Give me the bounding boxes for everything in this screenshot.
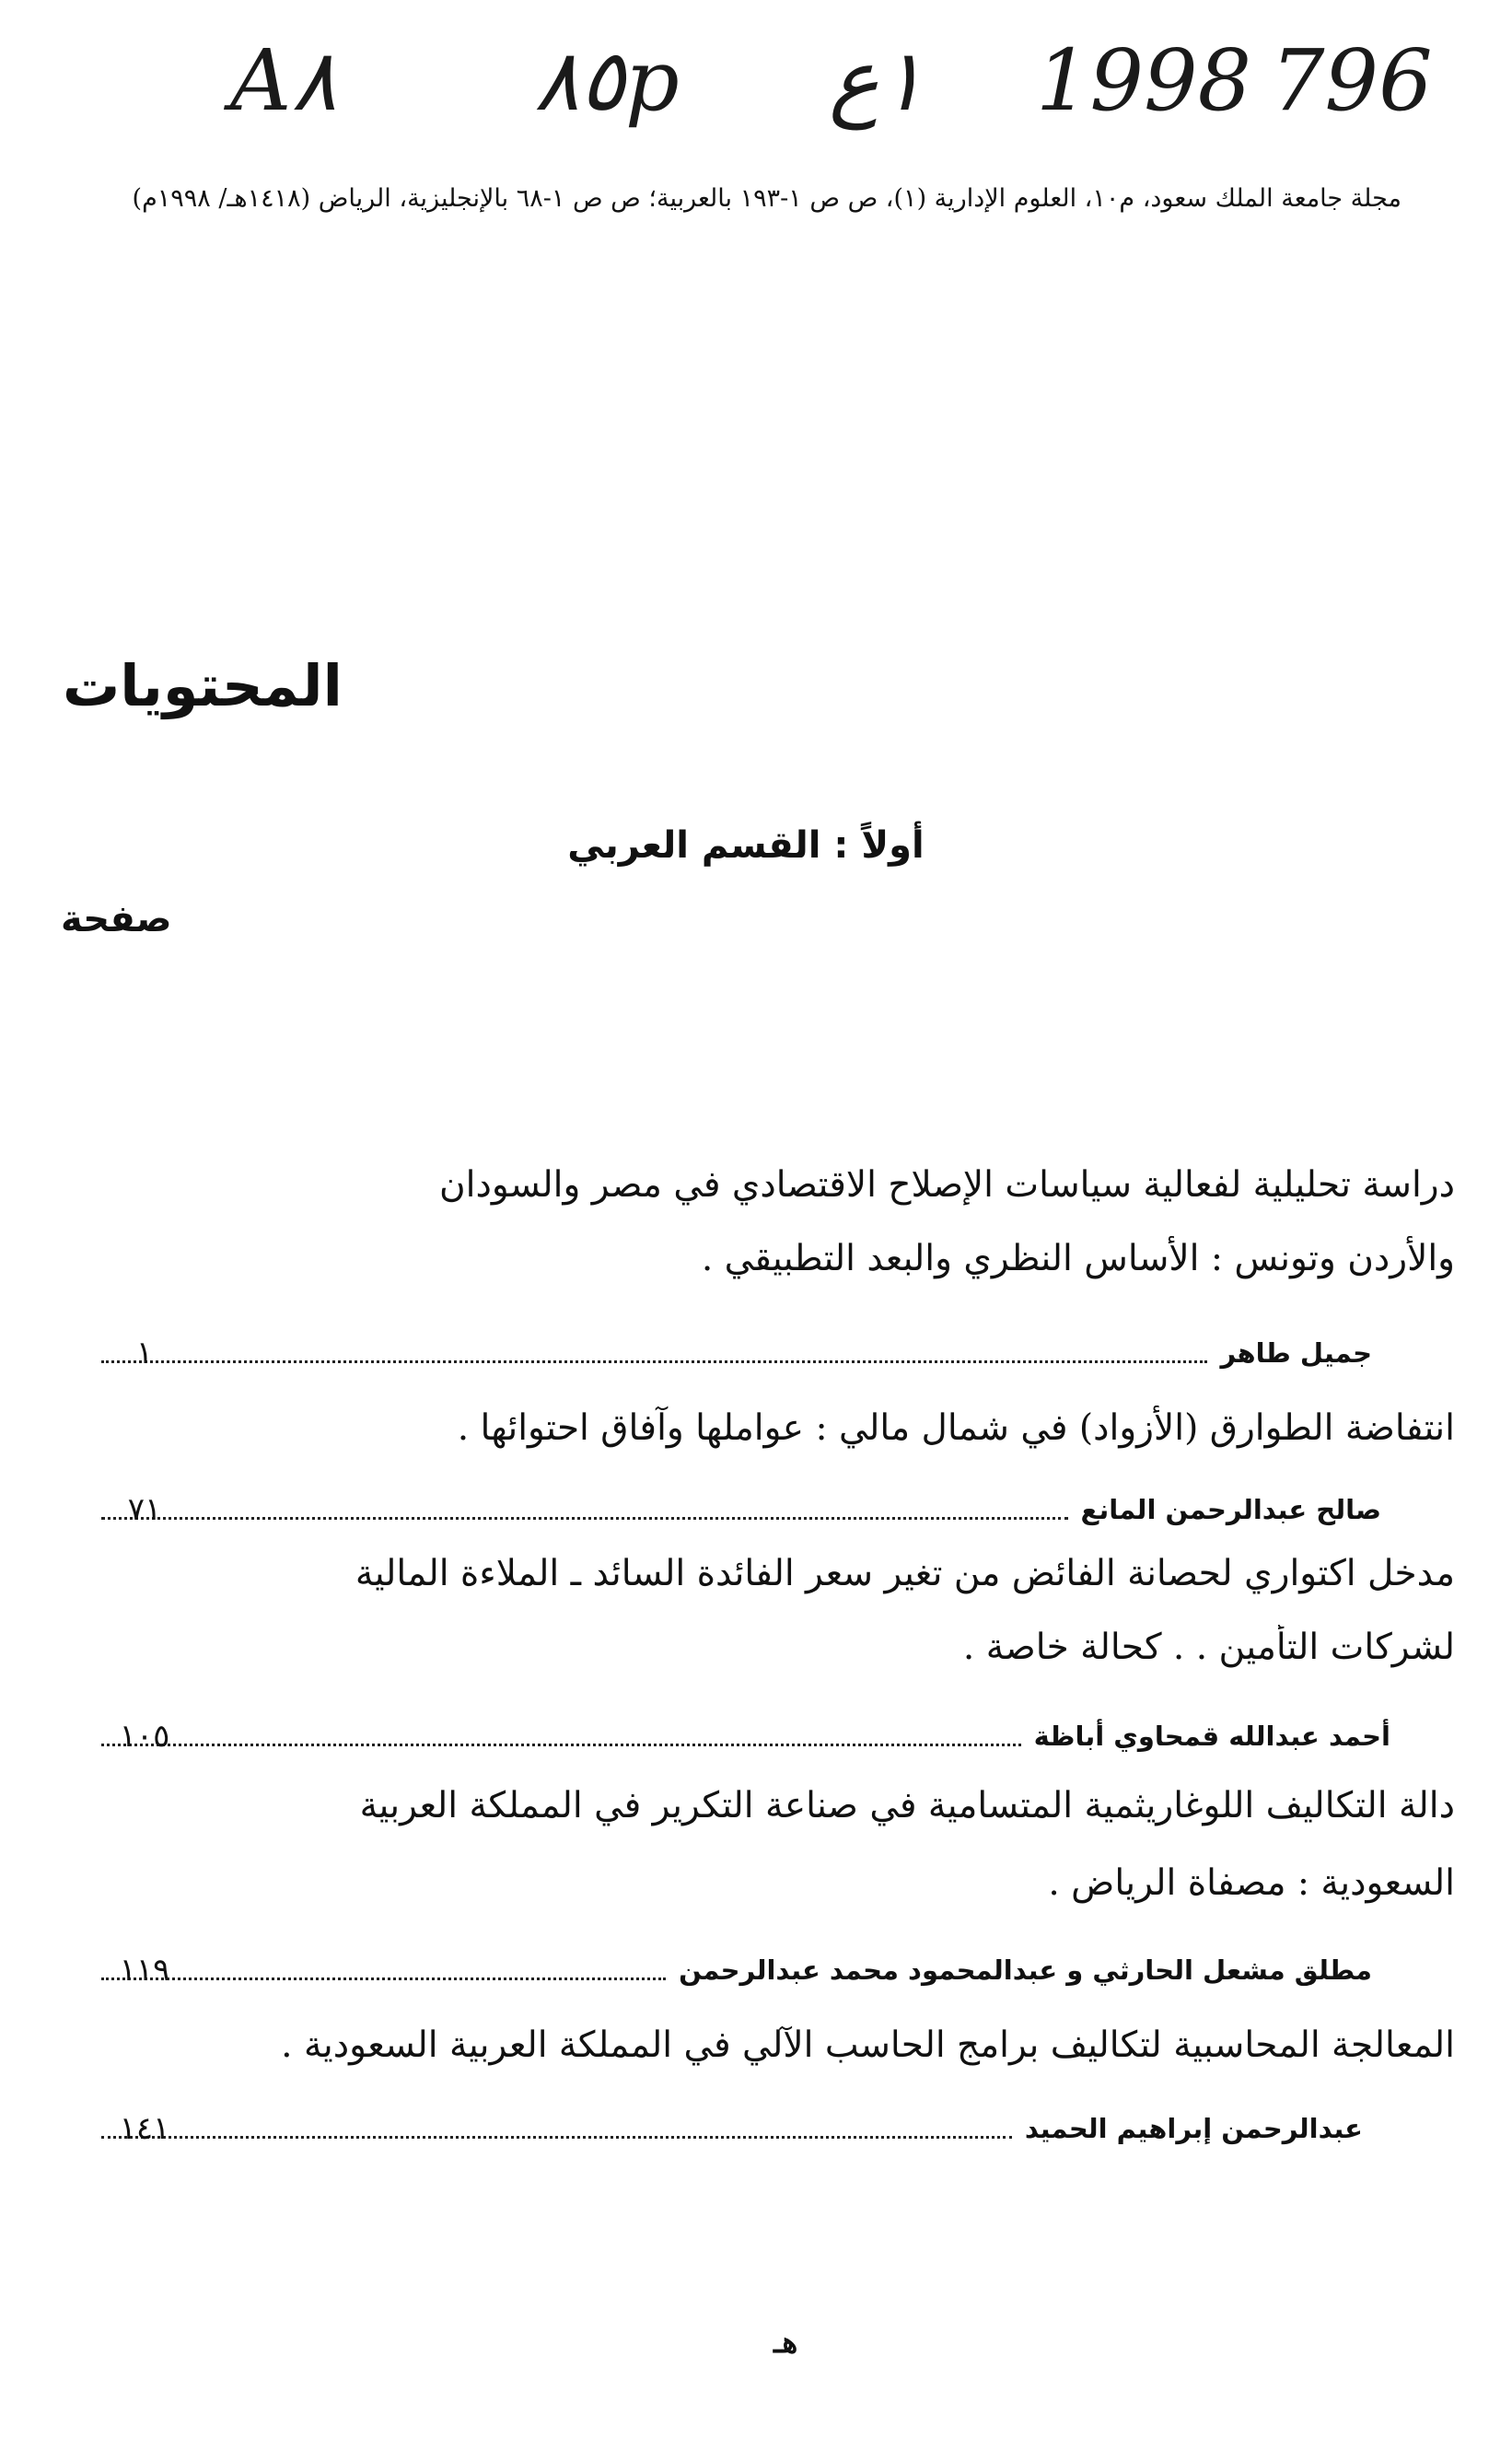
contents-title: المحتويات <box>63 652 343 719</box>
toc-entry-author: جميل طاهر <box>1220 1337 1372 1369</box>
toc-entry-title: لشركات التأمين . . كحالة خاصة . <box>962 1627 1455 1668</box>
dot-leader <box>101 1517 1068 1520</box>
journal-citation: مجلة جامعة الملك سعود، م١٠، العلوم الإدارية (١)، ص ص ١-١٩٣ بالعربية؛ ص ص ١-٦٨ بالإنجليزية، الرياض (١٤١٨هـ/ ١٩٩٨م) <box>132 184 1402 213</box>
toc-entry-title: والأردن وتونس : الأساس النظري والبعد التطبيقي . <box>701 1238 1455 1279</box>
handwritten-annotation <box>230 26 1473 164</box>
section-heading: أولاً : القسم العربي <box>567 824 925 867</box>
toc-entry-author-row <box>101 1488 1381 1531</box>
handwritten-token: 1998 <box>1036 31 1252 130</box>
toc-entry-author: عبدالرحمن إبراهيم الحميد <box>1024 2113 1363 2144</box>
toc-entry-title: انتفاضة الطوارق (الأزواد) في شمال مالي : عواملها وآفاق احتوائها . <box>457 1407 1455 1449</box>
dot-leader <box>101 2136 1012 2139</box>
toc-entry-author-row <box>101 1332 1372 1374</box>
toc-entry-page: ٧١ <box>127 1491 162 1528</box>
toc-entry-author: صالح عبدالرحمن المانع <box>1080 1494 1381 1525</box>
handwritten-token: ٨٥p <box>534 31 680 130</box>
toc-entry-page: ١ <box>135 1335 154 1371</box>
dot-leader <box>101 1744 1021 1746</box>
toc-entry-author-row <box>101 1949 1372 1991</box>
dot-leader <box>101 1360 1207 1363</box>
handwritten-token: A٨ <box>230 31 337 130</box>
toc-entry-author-row <box>101 2107 1363 2150</box>
toc-entry-title: المعالجة المحاسبية لتكاليف برامج الحاسب الآلي في المملكة العربية السعودية . <box>281 2024 1455 2066</box>
toc-entry-author: أحمد عبدالله قمحاوي أباظة <box>1033 1721 1390 1752</box>
toc-entry-title: دالة التكاليف اللوغاريثمية المتسامية في صناعة التكرير في المملكة العربية <box>359 1785 1455 1826</box>
handwritten-token: ١ع <box>829 31 925 130</box>
toc-entry-page: ١٤١ <box>119 2110 170 2147</box>
footer-page-mark: هـ <box>773 2325 798 2360</box>
toc-entry-title: السعودية : مصفاة الرياض . <box>1048 1862 1455 1904</box>
toc-entry-author: مطلق مشعل الحارثي و عبدالمحمود محمد عبدالرحمن <box>679 1954 1372 1986</box>
page-column-label: صفحة <box>61 898 172 940</box>
toc-entry-page: ١١٩ <box>119 1952 170 1989</box>
handwritten-token: 796 <box>1271 31 1433 130</box>
toc-entry-page: ١٠٥ <box>119 1718 170 1755</box>
toc-entry-title: مدخل اكتواري لحصانة الفائض من تغير سعر الفائدة السائد ـ الملاءة المالية <box>355 1553 1455 1594</box>
toc-entry-title: دراسة تحليلية لفعالية سياسات الإصلاح الاقتصادي في مصر والسودان <box>438 1164 1455 1206</box>
toc-entry-author-row <box>101 1715 1390 1757</box>
